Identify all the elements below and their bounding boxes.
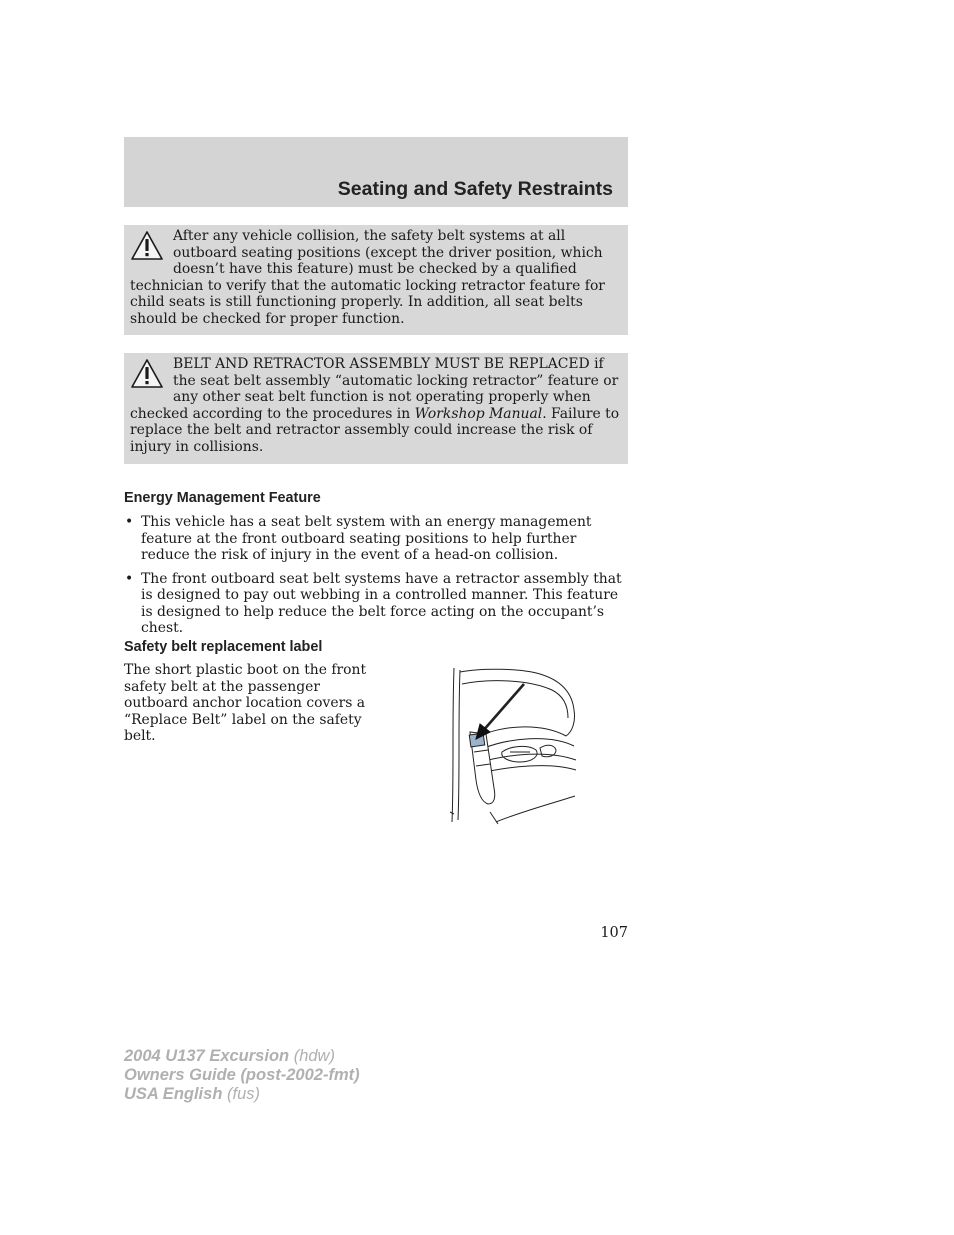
warning-box-replace-belt bbox=[124, 353, 628, 464]
footer-model: 2004 U137 Excursion bbox=[124, 1047, 290, 1065]
bullet-icon: • bbox=[125, 570, 134, 587]
warning-triangle-icon bbox=[130, 230, 164, 262]
footer-line-1 bbox=[124, 1047, 360, 1066]
page-number: 107 bbox=[600, 925, 628, 941]
section-heading-energy: Energy Management Feature bbox=[124, 490, 321, 506]
manual-title: Workshop Manual bbox=[414, 405, 543, 422]
footer-line-2 bbox=[124, 1066, 360, 1085]
replacement-label-text: The short plastic boot on the front safety belt at the passenger outboard anchor location covers a “Replace Belt” label on the safety belt. bbox=[124, 662, 367, 744]
list-item-text: The front outboard seat belt systems have a retractor assembly that is designed to pay out webbing in a controlled manner. This feature is designed to help reduce the belt force acting on the occupant’s chest. bbox=[141, 570, 622, 636]
warning-triangle-icon bbox=[130, 358, 164, 390]
list-item bbox=[124, 571, 628, 637]
warning-box-collision bbox=[124, 225, 628, 335]
footer-line-3 bbox=[124, 1085, 360, 1104]
warning-text-part: BELT AND RETRACTOR ASSEMBLY MUST BE REPLACED if the seat belt assembly “automatic locking retractor” feature or any other seat belt function is not operating properly when checked according to the procedures in bbox=[130, 356, 619, 422]
list-item-text: This vehicle has a seat belt system with an energy management feature at the front outboard seating positions to help further reduce the risk of injury in the event of a head-on collision. bbox=[141, 514, 592, 563]
section-heading-replacement-label: Safety belt replacement label bbox=[124, 639, 323, 655]
warning-text-part: . Failure to replace the belt and retractor assembly could increase the risk of injury in collisions. bbox=[130, 405, 620, 455]
list-item bbox=[124, 514, 628, 564]
footer-code: (fus) bbox=[222, 1085, 260, 1103]
footer-guide: Owners Guide (post-2002-fmt) bbox=[124, 1066, 360, 1084]
energy-bullet-list bbox=[124, 514, 628, 644]
bullet-icon: • bbox=[125, 514, 134, 530]
document-footer bbox=[124, 1047, 360, 1104]
warning-text bbox=[130, 356, 621, 455]
page-title: Seating and Safety Restraints bbox=[337, 178, 613, 200]
warning-text: After any vehicle collision, the safety belt systems at all outboard seating positions (except the driver position, which doesn’t have this feature) must be checked by a qualified technician to verify that the automatic locking retractor feature for child seats is still functioning properly. In addition, all seat belts should be checked for proper function. bbox=[130, 228, 605, 327]
footer-language: USA English bbox=[124, 1085, 223, 1103]
seat-belt-boot-illustration bbox=[440, 662, 585, 827]
footer-code: (hdw) bbox=[289, 1047, 335, 1065]
header-band bbox=[124, 137, 628, 207]
